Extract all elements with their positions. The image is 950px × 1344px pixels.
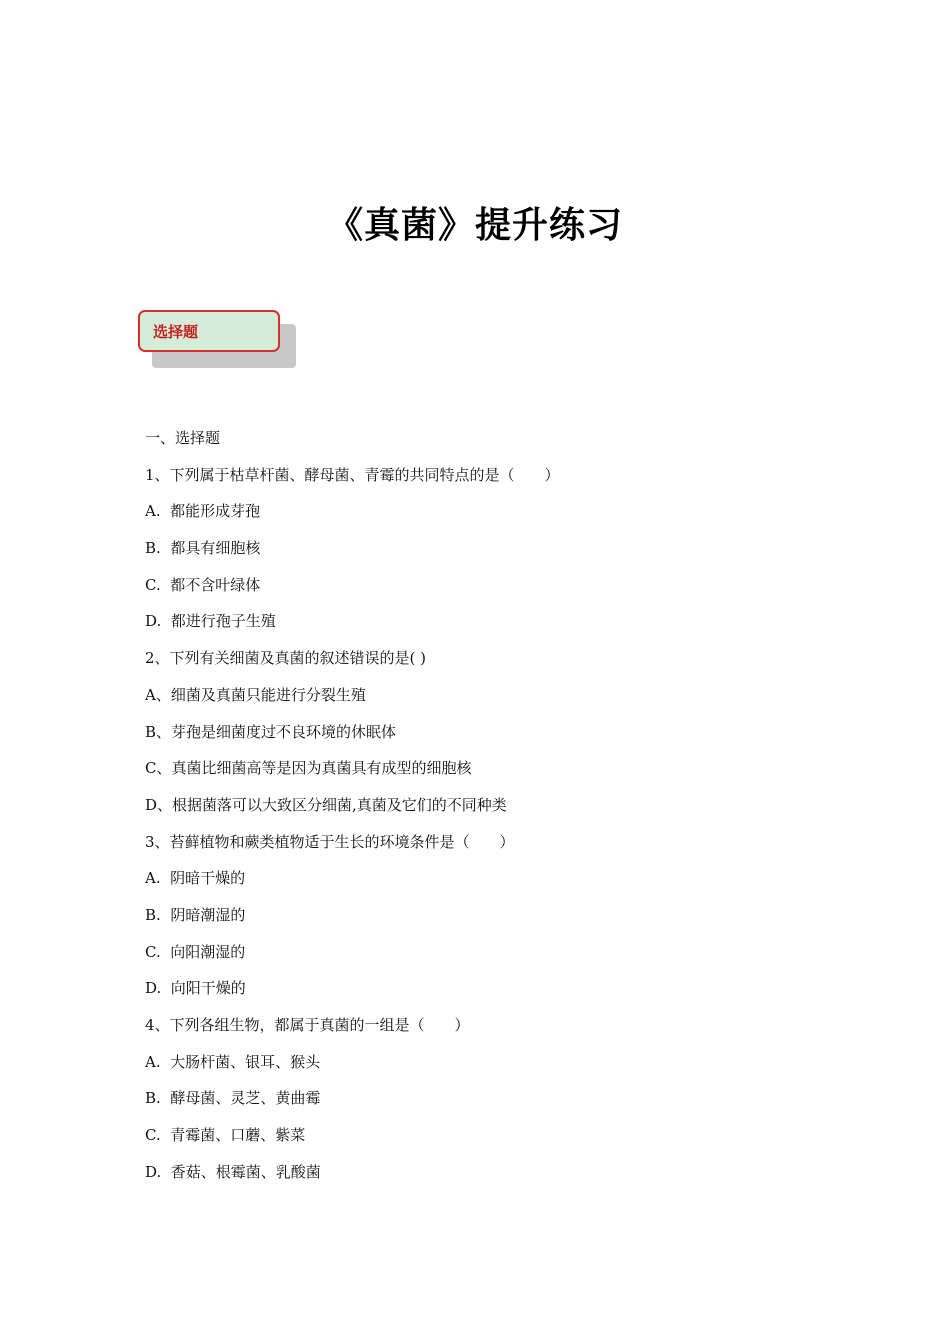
section-heading: 一、选择题 [145, 429, 221, 447]
question-1 [145, 457, 845, 640]
section-tab-label: 选择题 [138, 310, 280, 352]
option-b: B、芽孢是细菌度过不良环境的休眠体 [145, 722, 397, 741]
option-d: D. 向阳干燥的 [145, 979, 246, 998]
option-d: D、根据菌落可以大致区分细菌,真菌及它们的不同种类 [145, 795, 507, 814]
option-a: A. 都能形成芽孢 [145, 502, 261, 521]
option-c: C. 向阳潮湿的 [145, 942, 246, 961]
option-b: B. 酵母菌、灵芝、黄曲霉 [145, 1089, 321, 1108]
question-stem: 4、下列各组生物，都属于真菌的一组是（ ） [145, 1016, 470, 1034]
question-stem: 3、苔藓植物和蕨类植物适于生长的环境条件是（ ） [145, 832, 515, 851]
question-2 [145, 640, 845, 823]
option-c: C. 青霉菌、口蘑、紫菜 [145, 1126, 306, 1145]
option-c: C、真菌比细菌高等是因为真菌具有成型的细胞核 [145, 759, 472, 778]
option-b: B. 阴暗潮湿的 [145, 905, 246, 924]
option-c: C. 都不含叶绿体 [145, 575, 261, 594]
section-tab [138, 310, 298, 370]
option-d: D. 都进行孢子生殖 [145, 612, 276, 631]
question-4 [145, 1007, 845, 1190]
question-stem: 1、下列属于枯草杆菌、酵母菌、青霉的共同特点的是（ ） [145, 465, 560, 484]
option-a: A、细菌及真菌只能进行分裂生殖 [145, 685, 366, 704]
option-d: D. 香菇、根霉菌、乳酸菌 [145, 1162, 321, 1181]
question-3 [145, 824, 845, 1007]
question-stem: 2、下列有关细菌及真菌的叙述错误的是( ) [145, 649, 427, 668]
option-a: A. 阴暗干燥的 [145, 869, 246, 888]
option-b: B. 都具有细胞核 [145, 539, 261, 558]
option-a: A. 大肠杆菌、银耳、猴头 [145, 1052, 321, 1071]
question-list [145, 420, 845, 1190]
page-title: 《真菌》提升练习 [326, 205, 623, 246]
